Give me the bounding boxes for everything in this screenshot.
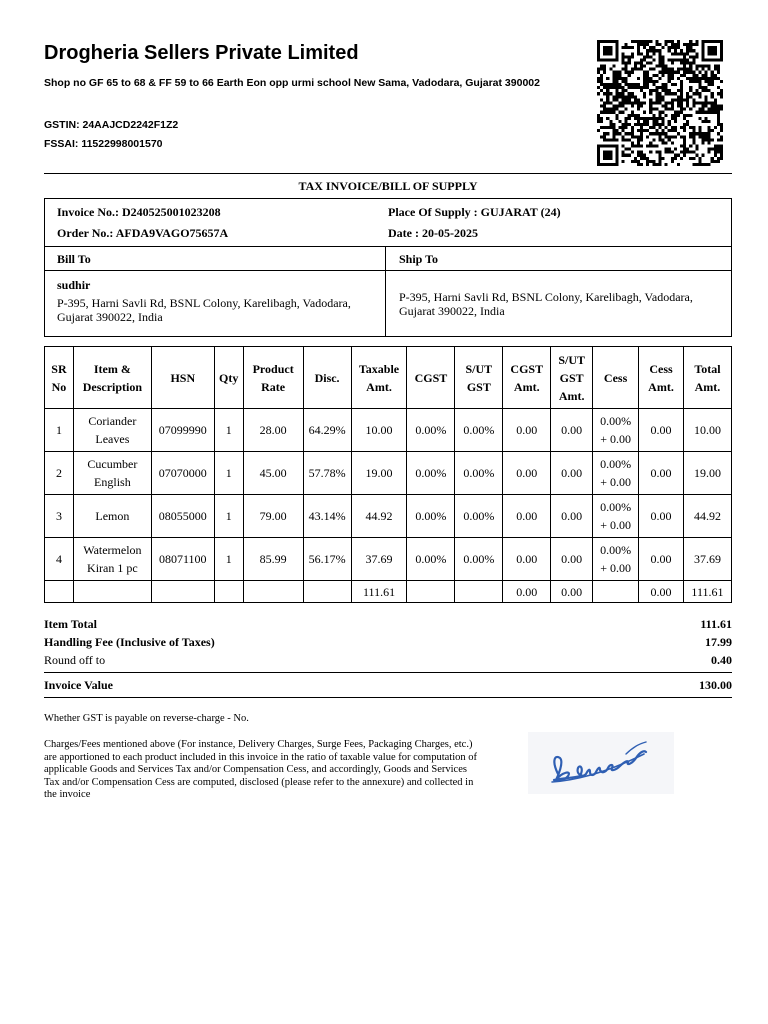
cell-cess (593, 409, 639, 452)
header-cgst: CGST (407, 347, 455, 409)
total-rate (243, 581, 303, 603)
cell-item-line: English (94, 475, 131, 489)
header-disc: Disc. (303, 347, 351, 409)
invoice-number: Invoice No.: D240525001023208 (57, 205, 221, 219)
total-cess (593, 581, 639, 603)
cell-cgst-amt: 0.00 (503, 538, 551, 581)
bill-to-name: sudhir (57, 278, 91, 292)
handling-fee-label: Handling Fee (Inclusive of Taxes) (44, 635, 215, 649)
cell-rate: 28.00 (243, 409, 303, 452)
cell-disc: 56.17% (303, 538, 351, 581)
header-taxable-line: Taxable (358, 361, 400, 376)
total-qty (214, 581, 243, 603)
cell-cess-line: 0.00% (600, 457, 632, 471)
invoice-info-box (44, 198, 732, 337)
header-sr (45, 347, 74, 409)
company-name: Drogheria Sellers Private Limited (44, 42, 359, 64)
header-sutgst_amt-line: Amt. (558, 388, 585, 403)
header-sr-line: No (51, 379, 67, 394)
table-row (45, 409, 732, 452)
cell-taxable: 19.00 (351, 452, 407, 495)
cell-sutgst: 0.00% (455, 495, 503, 538)
header-sutgst-line: GST (466, 379, 491, 394)
cell-total: 19.00 (683, 452, 731, 495)
cell-rate: 85.99 (243, 538, 303, 581)
handling-fee-value: 17.99 (705, 635, 732, 649)
total-sutgst-amt: 0.00 (551, 581, 593, 603)
invoice-date: Date : 20-05-2025 (388, 226, 478, 240)
header-cess: Cess (593, 347, 639, 409)
cell-disc: 43.14% (303, 495, 351, 538)
cell-item-line: Leaves (95, 432, 130, 446)
bill-to-label: Bill To (57, 252, 91, 266)
divider (45, 246, 731, 247)
total-cgst-amt: 0.00 (503, 581, 551, 603)
total-disc (303, 581, 351, 603)
cell-cgst: 0.00% (407, 495, 455, 538)
cell-item-line: Cucumber (87, 457, 138, 471)
company-address: Shop no GF 65 to 68 & FF 59 to 66 Earth Eon opp urmi school New Sama, Vadodara, Gujarat 390002 (44, 77, 540, 89)
cell-cess-amt: 0.00 (639, 452, 684, 495)
total-taxable: 111.61 (351, 581, 407, 603)
cell-item-line: Watermelon (83, 543, 142, 557)
cell-total: 10.00 (683, 409, 731, 452)
cell-taxable: 10.00 (351, 409, 407, 452)
company-fssai: FSSAI: 11522998001570 (44, 138, 163, 150)
total-cess-amt: 0.00 (639, 581, 684, 603)
cell-sutgst-amt: 0.00 (551, 452, 593, 495)
cell-cgst-amt: 0.00 (503, 495, 551, 538)
cell-cess (593, 495, 639, 538)
cell-item-line: Kiran 1 pc (87, 561, 138, 575)
item-total-label: Item Total (44, 617, 98, 631)
cell-sutgst: 0.00% (455, 452, 503, 495)
document-title: TAX INVOICE/BILL OF SUPPLY (298, 179, 478, 193)
header-rate-line: Rate (261, 379, 286, 394)
cell-cess-line: + 0.00 (600, 561, 631, 575)
place-of-supply: Place Of Supply : GUJARAT (24) (388, 205, 561, 219)
header-taxable-line: Amt. (366, 379, 392, 394)
cell-sutgst-amt: 0.00 (551, 409, 593, 452)
cell-taxable: 44.92 (351, 495, 407, 538)
cell-cess-amt: 0.00 (639, 495, 684, 538)
header-total-line: Total (694, 361, 721, 376)
cell-cgst-amt: 0.00 (503, 452, 551, 495)
divider (45, 270, 731, 271)
invoice-value-label: Invoice Value (44, 678, 114, 692)
cell-item (73, 538, 151, 581)
header-cess-amt (639, 347, 684, 409)
cell-cess-line: + 0.00 (600, 432, 631, 446)
cell-cess-line: 0.00% (600, 500, 632, 514)
cell-sr: 4 (45, 538, 74, 581)
ship-to-address: P-395, Harni Savli Rd, BSNL Colony, Karelibagh, Vadodara, Gujarat 390022, India (399, 290, 693, 318)
cell-cess-line: 0.00% (600, 543, 632, 557)
cell-disc: 64.29% (303, 409, 351, 452)
cell-cgst: 0.00% (407, 452, 455, 495)
cell-sr: 1 (45, 409, 74, 452)
cell-cess-line: + 0.00 (600, 518, 631, 532)
charges-note: Charges/Fees mentioned above (For instance, Delivery Charges, Surge Fees, Packaging Charges, etc.) are apportioned to each product included in this invoice in the ratio of taxable value for computation of applicable Goods and Services Tax and/or Compensation Cess, and accordingly, Goods and Services Tax and/or Compensation Cess are computed, disclosed (please refer to the annexure) and collected in the invoice (44, 739, 477, 800)
header-total (683, 347, 731, 409)
table-row (45, 538, 732, 581)
cell-hsn: 07099990 (151, 409, 214, 452)
table-total-row (45, 581, 732, 603)
ship-to-label: Ship To (399, 252, 439, 266)
total-item (73, 581, 151, 603)
header-cgst_amt-line: CGST (510, 361, 544, 376)
cell-qty: 1 (214, 538, 243, 581)
cell-sutgst-amt: 0.00 (551, 495, 593, 538)
cell-cess-line: + 0.00 (600, 475, 631, 489)
header-rate-line: Product (252, 361, 294, 376)
cell-sr: 2 (45, 452, 74, 495)
cell-rate: 79.00 (243, 495, 303, 538)
cell-cess-line: 0.00% (600, 414, 632, 428)
title-rule (44, 173, 732, 174)
cell-hsn: 08055000 (151, 495, 214, 538)
total-total: 111.61 (683, 581, 731, 603)
cell-qty: 1 (214, 409, 243, 452)
cell-cgst: 0.00% (407, 409, 455, 452)
cell-item (73, 495, 151, 538)
cell-item-line: Lemon (95, 509, 130, 523)
header-total-line: Amt. (694, 379, 721, 394)
header-qty: Qty (214, 347, 243, 409)
header-cgst-amt (503, 347, 551, 409)
cell-cess-amt: 0.00 (639, 538, 684, 581)
round-off-value: 0.40 (711, 653, 732, 667)
signature-icon (528, 732, 674, 794)
cell-item (73, 452, 151, 495)
cell-total: 44.92 (683, 495, 731, 538)
cell-item-line: Coriander (88, 414, 137, 428)
company-gstin: GSTIN: 24AAJCD2242F1Z2 (44, 119, 179, 131)
header-item (73, 347, 151, 409)
header-sutgst_amt-line: GST (559, 370, 584, 385)
total-sutgst (455, 581, 503, 603)
cell-cess-amt: 0.00 (639, 409, 684, 452)
header-sr-line: SR (51, 361, 67, 376)
cell-qty: 1 (214, 495, 243, 538)
header-sutgst_amt-line: S/UT (558, 352, 586, 367)
header-cess_amt-line: Amt. (648, 379, 674, 394)
cell-qty: 1 (214, 452, 243, 495)
order-number: Order No.: AFDA9VAGO75657A (57, 226, 229, 240)
table-header-row (45, 347, 732, 409)
summary-rule (44, 672, 732, 673)
header-sutgst-line: S/UT (465, 361, 493, 376)
invoice-value: 130.00 (699, 678, 732, 692)
total-hsn (151, 581, 214, 603)
total-sr (45, 581, 74, 603)
header-hsn: HSN (151, 347, 214, 409)
cell-sutgst-amt: 0.00 (551, 538, 593, 581)
bill-to-address: P-395, Harni Savli Rd, BSNL Colony, Karelibagh, Vadodara, Gujarat 390022, India (57, 296, 351, 324)
cell-disc: 57.78% (303, 452, 351, 495)
header-taxable (351, 347, 407, 409)
item-total-value: 111.61 (700, 617, 732, 631)
header-item-line: Description (82, 379, 143, 394)
cell-cgst-amt: 0.00 (503, 409, 551, 452)
round-off-label: Round off to (44, 653, 106, 667)
reverse-charge-note: Whether GST is payable on reverse-charge - No. (44, 713, 249, 724)
cell-sutgst: 0.00% (455, 538, 503, 581)
header-rate (243, 347, 303, 409)
cell-hsn: 08071100 (151, 538, 214, 581)
table-row (45, 452, 732, 495)
total-cgst (407, 581, 455, 603)
cell-sr: 3 (45, 495, 74, 538)
header-cgst_amt-line: Amt. (513, 379, 540, 394)
items-table (44, 346, 732, 603)
cell-taxable: 37.69 (351, 538, 407, 581)
table-row (45, 495, 732, 538)
header-sutgst (455, 347, 503, 409)
header-item-line: Item & (93, 361, 131, 376)
cell-item (73, 409, 151, 452)
header-cess_amt-line: Cess (649, 361, 673, 376)
cell-sutgst: 0.00% (455, 409, 503, 452)
cell-cess (593, 452, 639, 495)
qr-code-icon (592, 40, 728, 166)
summary-rule (44, 697, 732, 698)
header-sutgst-amt (551, 347, 593, 409)
cell-rate: 45.00 (243, 452, 303, 495)
cell-total: 37.69 (683, 538, 731, 581)
cell-cgst: 0.00% (407, 538, 455, 581)
cell-cess (593, 538, 639, 581)
cell-hsn: 07070000 (151, 452, 214, 495)
